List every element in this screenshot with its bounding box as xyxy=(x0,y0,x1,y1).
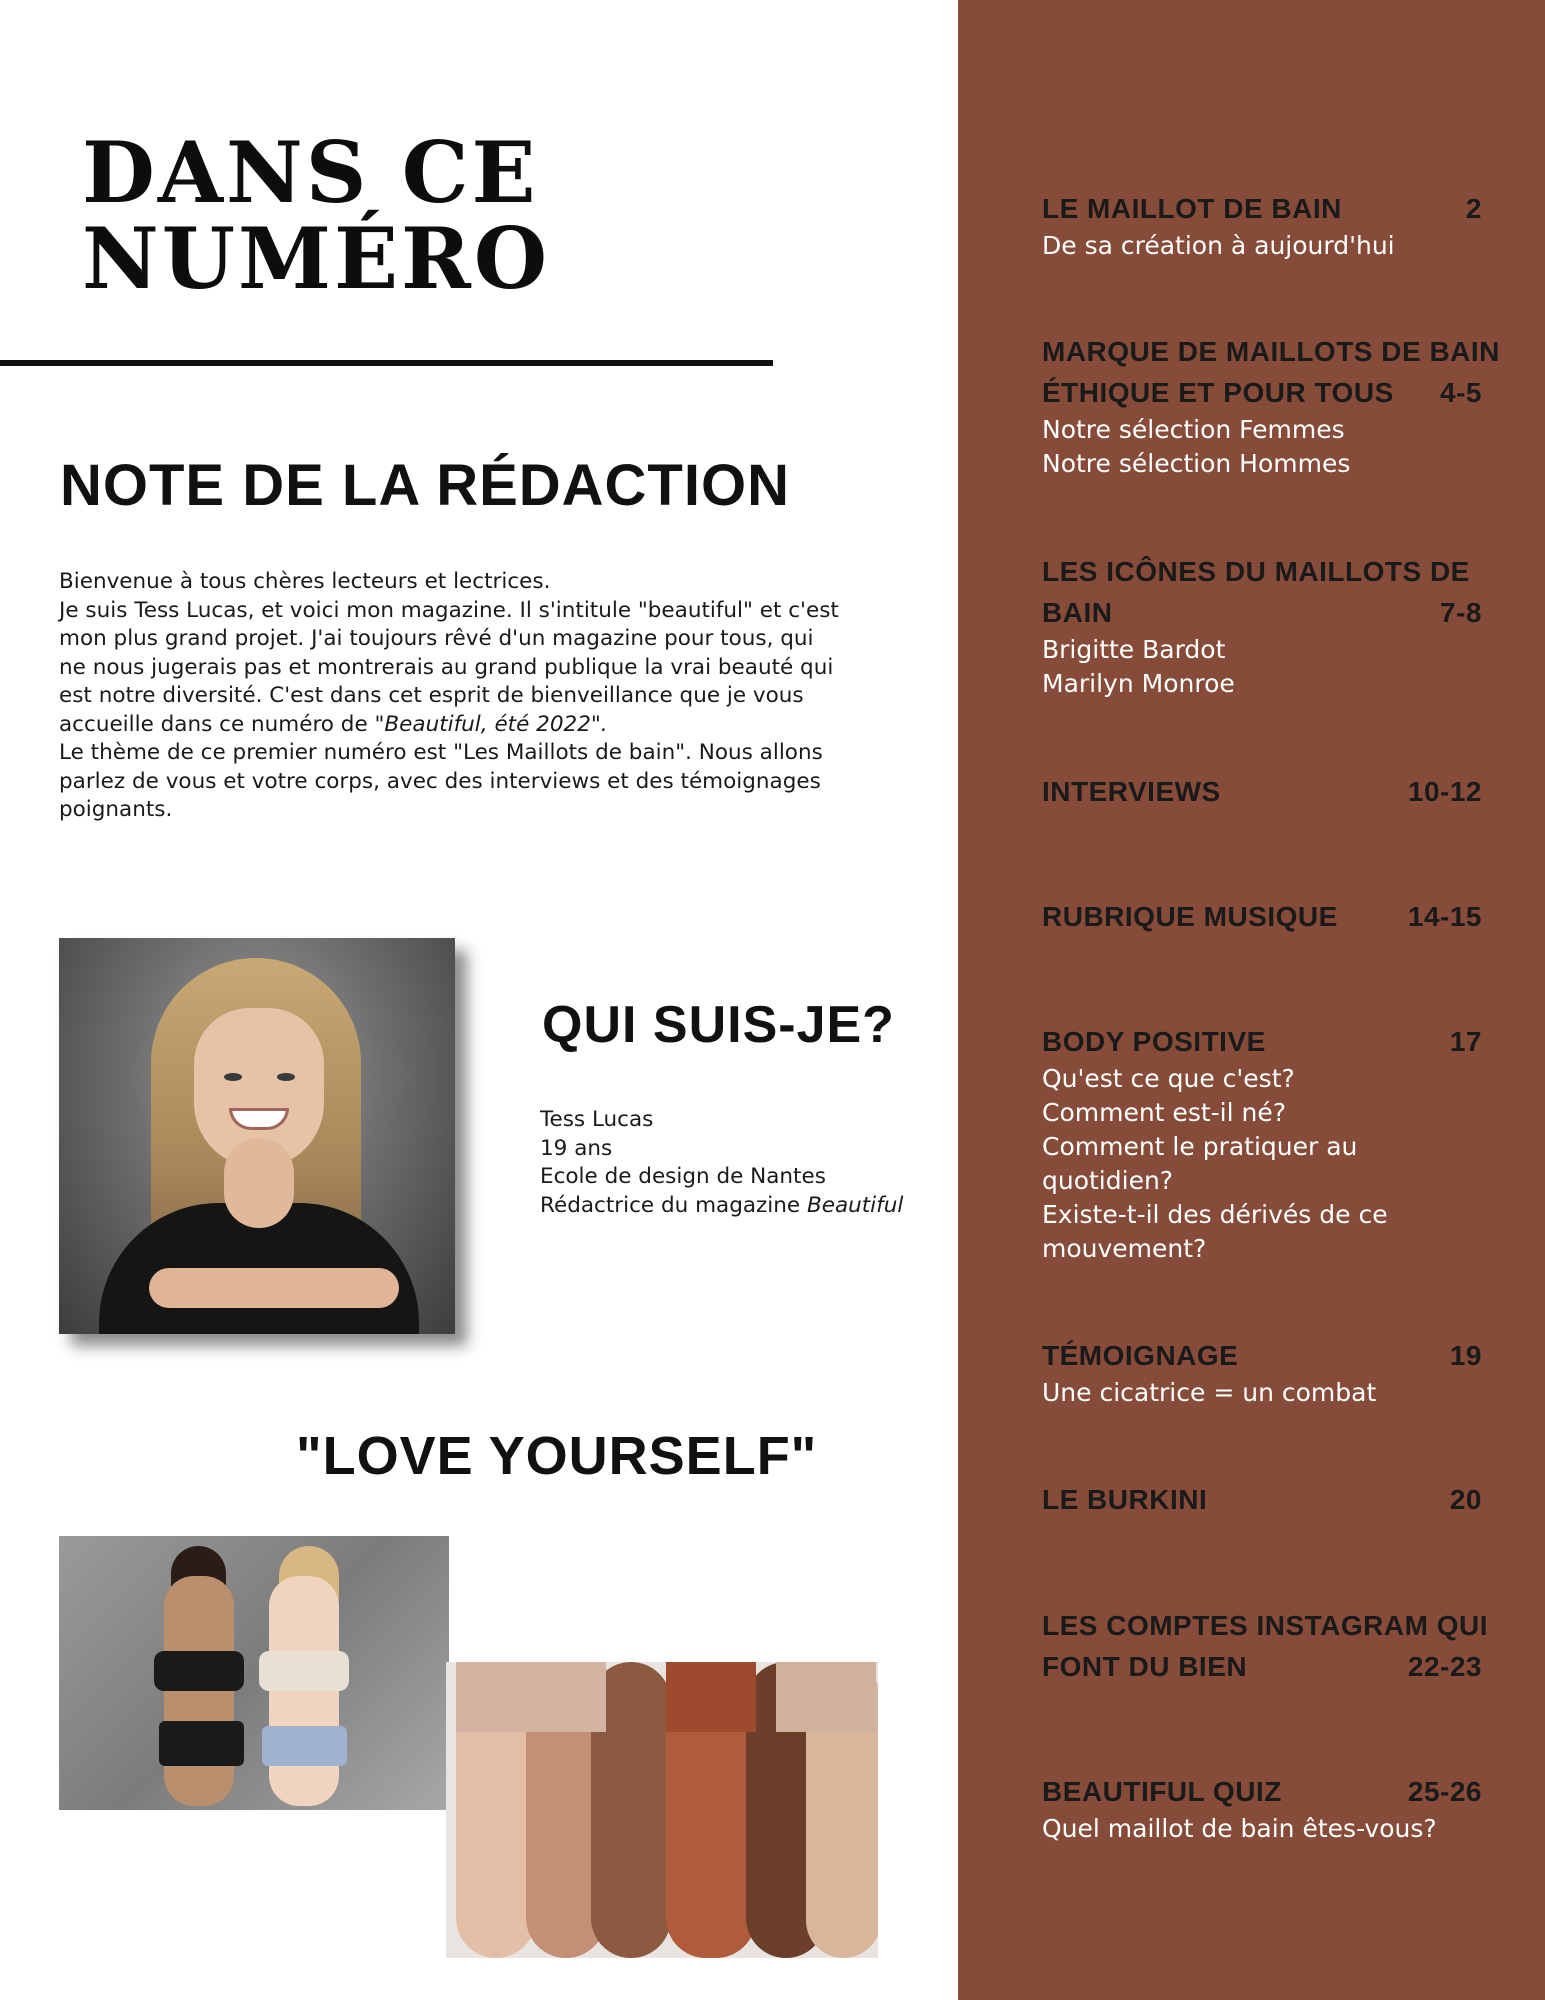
toc-entry-title-row xyxy=(1042,331,1500,372)
toc-entry-title: LE MAILLOT DE BAIN xyxy=(1042,193,1342,224)
toc-page-number: 17 xyxy=(1449,1026,1482,1057)
toc-entry-title: BODY POSITIVE xyxy=(1042,1026,1266,1057)
bio-magazine-name: Beautiful xyxy=(806,1192,904,1218)
body-diversity-photo xyxy=(446,1662,878,1958)
editor-bio xyxy=(540,1106,903,1220)
swimsuit-models-photo xyxy=(59,1536,449,1810)
toc-subtopic: Quel maillot de bain êtes-vous? xyxy=(1042,1814,1437,1843)
toc-entry xyxy=(1042,188,1482,263)
toc-subtopic: Brigitte Bardot xyxy=(1042,635,1226,664)
toc-page-number: 10-12 xyxy=(1407,776,1482,807)
toc-entry xyxy=(1042,551,1482,701)
toc-entry-title-row xyxy=(1042,1479,1482,1520)
toc-subtopic: quotidien? xyxy=(1042,1166,1174,1195)
magazine-issue-name: "Beautiful, été 2022". xyxy=(374,711,608,737)
toc-entry-title: TÉMOIGNAGE xyxy=(1042,1340,1239,1371)
toc-subtopic: Existe-t-il des dérivés de ce xyxy=(1042,1200,1388,1229)
toc-page-number: 19 xyxy=(1449,1340,1482,1371)
toc-entry-title-row xyxy=(1042,896,1482,937)
toc-page-number: 2 xyxy=(1465,193,1482,224)
toc-subtopic: Qu'est ce que c'est? xyxy=(1042,1064,1295,1093)
title-divider xyxy=(0,360,773,366)
toc-entry-title: FONT DU BIEN xyxy=(1042,1651,1248,1682)
toc-page-number: 14-15 xyxy=(1407,901,1482,932)
toc-entry-title-row xyxy=(1042,1646,1482,1687)
toc-subtopic: Notre sélection Hommes xyxy=(1042,449,1351,478)
editorial-note-body xyxy=(59,568,839,825)
toc-entry-title-row xyxy=(1042,1335,1482,1376)
editor-portrait-photo xyxy=(59,938,455,1334)
note-paragraph: Je suis Tess Lucas, et voici mon magazine. Il s'intitule "beautiful" et c'est mon plus grand projet. J'ai toujours rêvé d'un magazine pour tous, qui ne nous jugerais pas et montrerais au grand publique la vrai beauté qui est notre diversité. C'est dans cet esprit de bienveillance que je vous accueille dans ce numéro de "Beautiful, été 2022". xyxy=(59,597,839,737)
toc-page-number: 25-26 xyxy=(1407,1776,1482,1807)
toc-entry-title-row xyxy=(1042,771,1482,812)
bio-role: Rédactrice du magazine Beautiful xyxy=(540,1192,904,1218)
bio-school: Ecole de design de Nantes xyxy=(540,1164,826,1189)
toc-subtopic: Comment le pratiquer au xyxy=(1042,1132,1358,1161)
toc-entry xyxy=(1042,1335,1482,1410)
editorial-note-heading: NOTE DE LA RÉDACTION xyxy=(60,453,790,518)
toc-subtopic: Comment est-il né? xyxy=(1042,1098,1286,1127)
toc-entry xyxy=(1042,771,1482,812)
toc-entry-title-row xyxy=(1042,592,1482,633)
toc-entry-title: BAIN xyxy=(1042,597,1113,628)
toc-entry-subtopics xyxy=(1042,1062,1482,1266)
bio-age: 19 ans xyxy=(540,1135,613,1161)
toc-entry-subtopics xyxy=(1042,229,1482,263)
toc-entry-title-row xyxy=(1042,1605,1488,1646)
toc-entry xyxy=(1042,331,1500,481)
table-of-contents-panel xyxy=(958,0,1545,2000)
about-heading: QUI SUIS-JE? xyxy=(542,996,895,1054)
toc-subtopic: mouvement? xyxy=(1042,1234,1207,1263)
toc-entry-title-row xyxy=(1042,1021,1482,1062)
toc-entry xyxy=(1042,896,1482,937)
toc-entry-subtopics xyxy=(1042,1812,1482,1846)
page-title xyxy=(82,123,551,308)
toc-entry-subtopics xyxy=(1042,413,1482,481)
page-title-line-2: NUMÉRO xyxy=(82,209,551,308)
toc-entry-title-row xyxy=(1042,1771,1482,1812)
toc-entry xyxy=(1042,1479,1482,1520)
toc-entry-title: LES COMPTES INSTAGRAM QUI xyxy=(1042,1610,1488,1641)
toc-entry-title: ÉTHIQUE ET POUR TOUS xyxy=(1042,377,1394,408)
toc-entry xyxy=(1042,1771,1482,1846)
love-yourself-heading: "LOVE YOURSELF" xyxy=(296,1426,818,1486)
toc-entry-title-row xyxy=(1042,551,1482,592)
toc-entry-title: BEAUTIFUL QUIZ xyxy=(1042,1776,1282,1807)
toc-subtopic: Notre sélection Femmes xyxy=(1042,415,1345,444)
toc-subtopic: Une cicatrice = un combat xyxy=(1042,1378,1377,1407)
toc-entry xyxy=(1042,1605,1488,1687)
toc-entry-title: MARQUE DE MAILLOTS DE BAIN xyxy=(1042,336,1500,367)
toc-entry xyxy=(1042,1021,1482,1266)
toc-subtopic: De sa création à aujourd'hui xyxy=(1042,231,1395,260)
toc-entry-title-row xyxy=(1042,188,1482,229)
toc-page-number: 7-8 xyxy=(1440,597,1482,628)
toc-entry-subtopics xyxy=(1042,1376,1482,1410)
toc-page-number: 20 xyxy=(1449,1484,1482,1515)
toc-page-number: 4-5 xyxy=(1440,377,1482,408)
toc-entry-subtopics xyxy=(1042,633,1482,701)
bio-name: Tess Lucas xyxy=(540,1107,654,1132)
note-paragraph: Bienvenue à tous chères lecteurs et lectrices. xyxy=(59,569,551,594)
page-title-line-1: DANS CE xyxy=(82,123,539,222)
toc-entry-title: LE BURKINI xyxy=(1042,1484,1208,1515)
toc-entry-title-row xyxy=(1042,372,1482,413)
toc-entry-title: RUBRIQUE MUSIQUE xyxy=(1042,901,1338,932)
toc-page-number: 22-23 xyxy=(1407,1651,1482,1682)
toc-entry-title: INTERVIEWS xyxy=(1042,776,1221,807)
toc-entry-title: LES ICÔNES DU MAILLOTS DE xyxy=(1042,556,1470,587)
note-paragraph: Le thème de ce premier numéro est "Les Maillots de bain". Nous allons parlez de vous et votre corps, avec des interviews et des témoignages poignants. xyxy=(59,740,823,822)
toc-subtopic: Marilyn Monroe xyxy=(1042,669,1235,698)
